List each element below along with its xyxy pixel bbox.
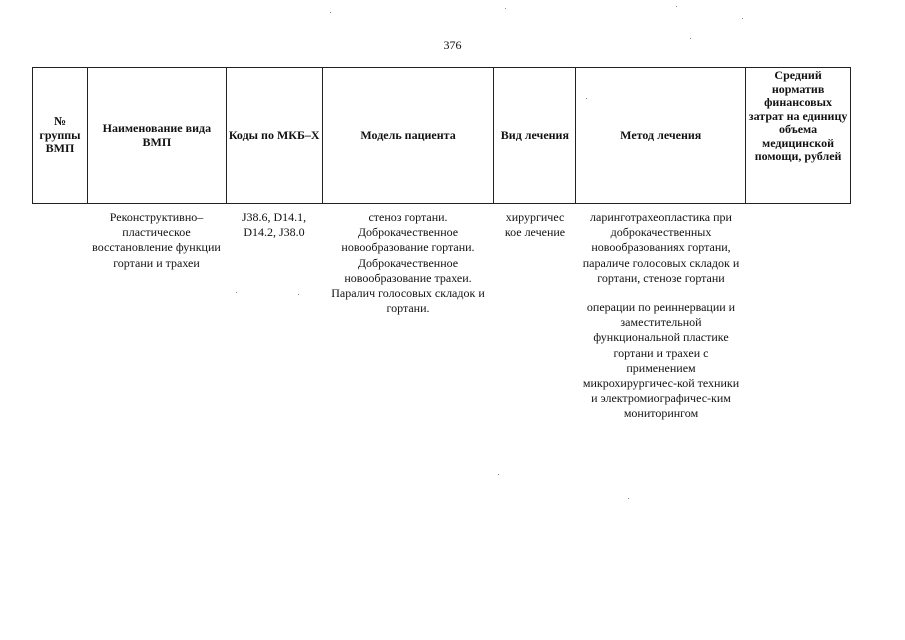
cell-icd-codes: J38.6, D14.1, D14.2, J38.0	[241, 210, 307, 240]
method-item: операции по реиннервации и заместительной функциональной пластике гортани и трахеи с применением микрохирургичес-кой техники и электромиографичес-ким мониторингом	[582, 300, 740, 421]
cell-treatment-method	[576, 210, 746, 422]
header-icd-codes: Коды по МКБ–X	[227, 68, 323, 203]
header-treatment-method: Метод лечения	[576, 68, 746, 203]
table-row	[32, 210, 851, 422]
header-avg-cost: Средний норматив финансовых затрат на единицу объема медицинской помощи, рублей	[746, 68, 851, 203]
table-header	[32, 67, 851, 204]
cell-patient-model: стеноз гортани. Доброкачественное новообразование гортани. Доброкачественное новообразование трахеи. Паралич голосовых складок и гортани.	[331, 210, 485, 316]
cell-avg-cost	[746, 210, 851, 422]
cell-treatment-type: хирургичес кое лечение	[504, 210, 566, 240]
header-patient-model: Модель пациента	[323, 68, 495, 203]
header-group-no: № группы ВМП	[33, 68, 88, 203]
header-treatment-type: Вид лечения	[494, 68, 576, 203]
cell-group-no	[32, 210, 87, 422]
vmp-table	[32, 67, 851, 422]
cell-vmp-name: Реконструктивно–пластическое восстановление функции гортани и трахеи	[92, 210, 221, 270]
method-item: ларинготрахеопластика при доброкачественных новообразованиях гортани, параличе голосовых складок и гортани, стенозе гортани	[582, 210, 740, 285]
header-vmp-name: Наименование вида ВМП	[88, 68, 227, 203]
page-number: 376	[443, 38, 462, 52]
